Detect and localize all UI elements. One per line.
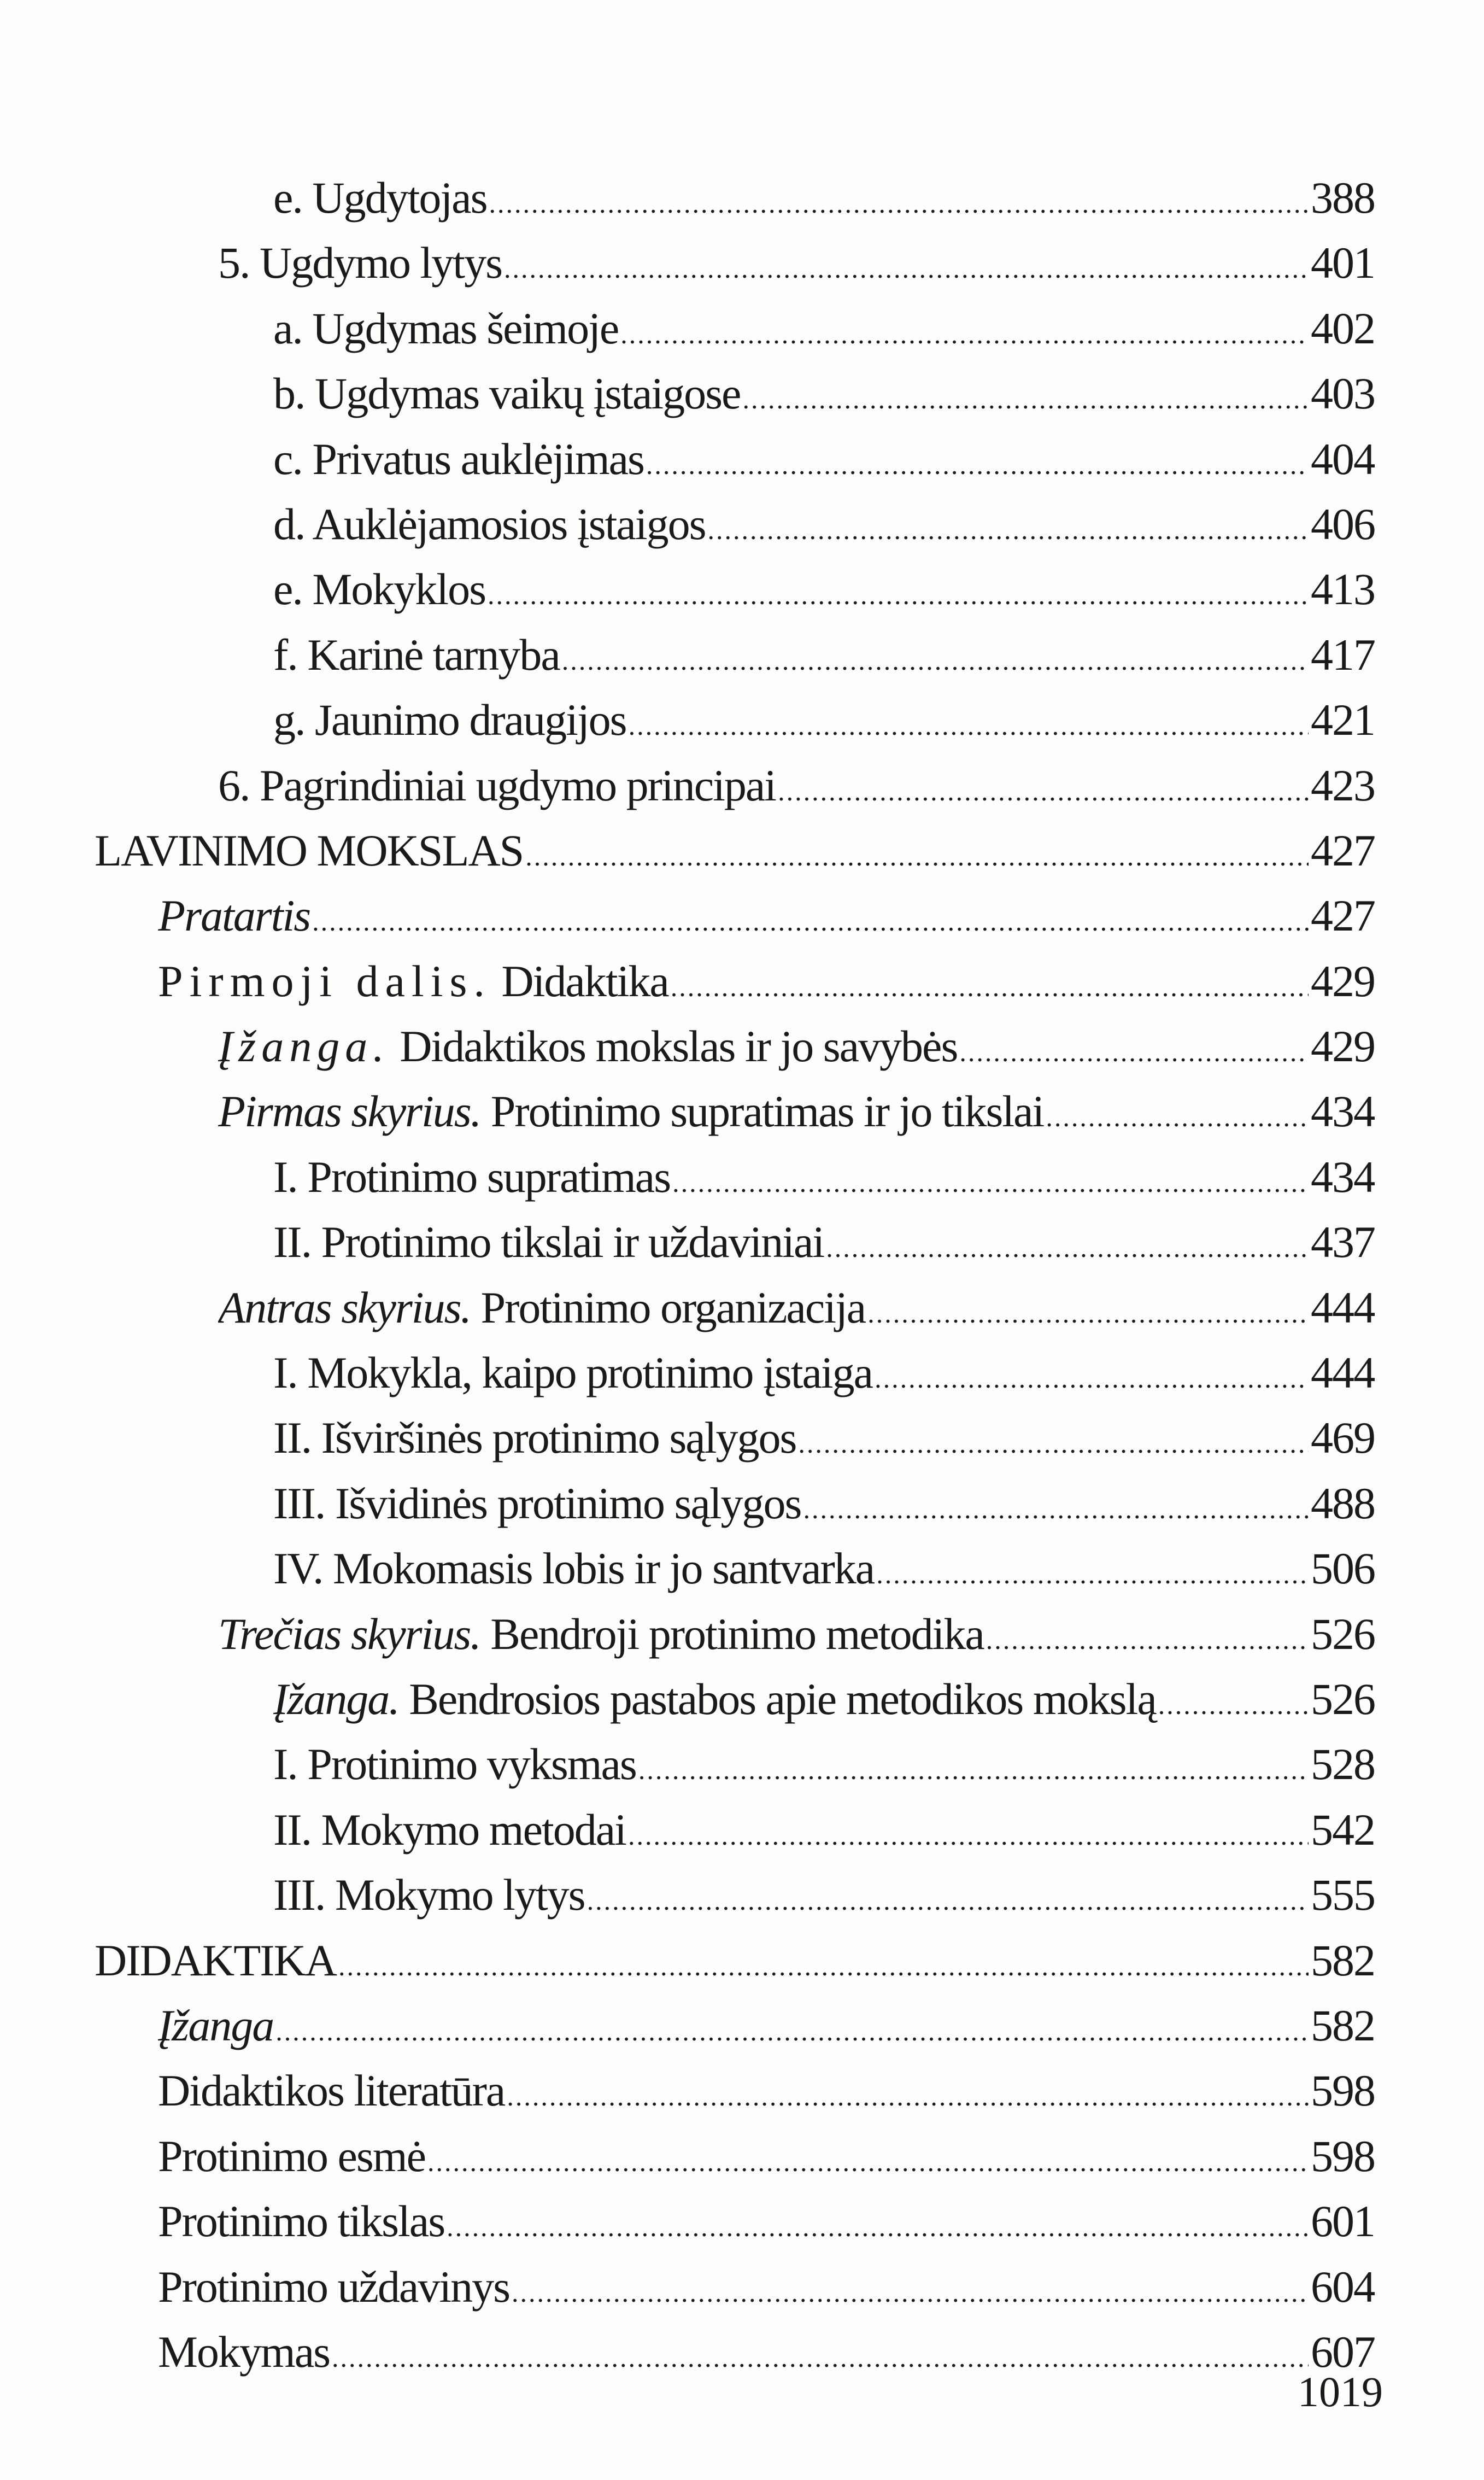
dot-leader xyxy=(338,1934,1309,1993)
dot-leader xyxy=(525,824,1309,883)
toc-entry-prefix: Įžanga. xyxy=(218,1021,390,1072)
toc-entry-title: c. Privatus auklėjimas xyxy=(273,434,644,484)
toc-entry-title: e. Mokyklos xyxy=(273,564,485,615)
toc-entry xyxy=(273,1732,1375,1797)
dot-leader xyxy=(742,367,1309,426)
toc-entry xyxy=(273,622,1375,687)
toc-entry xyxy=(273,1144,1375,1209)
toc-entry-prefix: Pirmas skyrius. xyxy=(218,1086,481,1137)
toc-entry xyxy=(273,687,1375,752)
toc-entry-title: II. Mokymo metodai xyxy=(273,1804,626,1855)
dot-leader xyxy=(867,1281,1309,1340)
toc-entry xyxy=(158,2319,1375,2384)
toc-entry-title: Protinimo uždavinys xyxy=(158,2261,510,2312)
toc-entry xyxy=(218,1601,1375,1666)
toc-entry-page: 607 xyxy=(1311,2326,1375,2377)
dot-leader xyxy=(1046,1085,1309,1144)
toc-entry-title: I. Protinimo supratimas xyxy=(273,1151,671,1202)
toc-entry-page: 401 xyxy=(1311,238,1375,288)
toc-entry-page: 429 xyxy=(1311,956,1375,1006)
toc-entry-title: e. Ugdytojas xyxy=(273,173,487,223)
toc-entry xyxy=(273,1340,1375,1405)
toc-entry-title: I. Mokykla, kaipo protinimo įstaiga xyxy=(273,1348,873,1398)
toc-entry-page: 403 xyxy=(1311,369,1375,419)
toc-entry-title: II. Protinimo tikslai ir uždaviniai xyxy=(273,1217,824,1267)
dot-leader xyxy=(826,1215,1309,1274)
toc-entry xyxy=(158,2124,1375,2189)
toc-entry-page: 406 xyxy=(1311,499,1375,549)
toc-entry-page: 402 xyxy=(1311,303,1375,353)
dot-leader xyxy=(427,2130,1309,2189)
toc-entry-page: 423 xyxy=(1311,760,1375,810)
toc-entry-page: 427 xyxy=(1311,891,1375,941)
toc-entry xyxy=(218,1014,1375,1079)
toc-entry xyxy=(158,2254,1375,2319)
toc-entry xyxy=(158,883,1375,948)
toc-entry xyxy=(273,1666,1375,1732)
toc-entry-page: 542 xyxy=(1311,1804,1375,1855)
toc-entry-page: 434 xyxy=(1311,1151,1375,1202)
toc-entry-page: 469 xyxy=(1311,1413,1375,1463)
dot-leader xyxy=(959,1020,1309,1079)
toc-entry-title: Didaktikos mokslas ir jo savybės xyxy=(400,1021,958,1072)
toc-entry-title: Protinimo tikslas xyxy=(158,2196,445,2247)
toc-entry xyxy=(273,1862,1375,1927)
toc-entry-title: III. Mokymo lytys xyxy=(273,1870,585,1920)
toc-entry-prefix: Antras skyrius. xyxy=(218,1282,471,1332)
toc-entry-title: g. Jaunimo draugijos xyxy=(273,695,626,745)
dot-leader xyxy=(275,1999,1309,2058)
dot-leader xyxy=(986,1607,1309,1666)
dot-leader xyxy=(672,1150,1309,1209)
toc-entry xyxy=(273,1471,1375,1536)
toc-entry xyxy=(95,1928,1375,1993)
toc-entry-page: 404 xyxy=(1311,434,1375,484)
toc-entry-title: 6. Pagrindiniai ugdymo principai xyxy=(218,760,776,810)
toc-entry-page: 526 xyxy=(1311,1609,1375,1659)
toc-entry xyxy=(158,2058,1375,2123)
toc-entry-title: Didaktikos literatūra xyxy=(158,2066,505,2116)
toc-entry-title: 5. Ugdymo lytys xyxy=(218,238,502,288)
dot-leader xyxy=(312,889,1309,948)
toc-entry-page: 413 xyxy=(1311,564,1375,615)
toc-entry xyxy=(273,1405,1375,1470)
toc-entry-page: 417 xyxy=(1311,629,1375,680)
toc-entry-title: f. Karinė tarnyba xyxy=(273,629,560,680)
toc-entry-title: b. Ugdymas vaikų įstaigose xyxy=(273,369,741,419)
toc-entry-page: 444 xyxy=(1311,1282,1375,1332)
dot-leader xyxy=(504,236,1309,295)
toc-entry-page: 598 xyxy=(1311,2066,1375,2116)
toc-entry-page: 434 xyxy=(1311,1086,1375,1137)
toc-entry-page: 388 xyxy=(1311,173,1375,223)
dot-leader xyxy=(778,759,1309,818)
dot-leader xyxy=(562,628,1309,687)
toc-entry xyxy=(218,230,1375,295)
dot-leader xyxy=(332,2325,1309,2384)
table-of-contents xyxy=(0,165,1484,2384)
toc-entry-title: LAVINIMO MOKSLAS xyxy=(95,825,524,875)
toc-entry xyxy=(273,426,1375,492)
toc-entry xyxy=(273,296,1375,361)
toc-entry-title: II. Išviršinės protinimo sąlygos xyxy=(273,1413,796,1463)
toc-entry-title: III. Išvidinės protinimo sąlygos xyxy=(273,1478,801,1528)
toc-entry xyxy=(158,1993,1375,2058)
dot-leader xyxy=(488,563,1309,622)
dot-leader xyxy=(671,955,1309,1014)
toc-entry-prefix: Įžanga xyxy=(158,2000,274,2050)
toc-entry-page: 555 xyxy=(1311,1870,1375,1920)
toc-entry xyxy=(218,753,1375,818)
toc-entry-page: 601 xyxy=(1311,2196,1375,2247)
toc-entry-title: Mokymas xyxy=(158,2326,330,2377)
toc-entry-title: IV. Mokomasis lobis ir jo santvarka xyxy=(273,1543,875,1594)
dot-leader xyxy=(489,171,1309,230)
toc-entry xyxy=(273,1209,1375,1274)
toc-entry-title: d. Auklėjamosios įstaigos xyxy=(273,499,706,549)
toc-entry-page: 488 xyxy=(1311,1478,1375,1528)
toc-entry-page: 437 xyxy=(1311,1217,1375,1267)
page-number: 1019 xyxy=(1298,2368,1383,2415)
toc-entry-title: Protinimo esmė xyxy=(158,2131,426,2181)
toc-entry-prefix: Pratartis xyxy=(158,891,310,941)
toc-entry-title: I. Protinimo vyksmas xyxy=(273,1739,636,1789)
dot-leader xyxy=(587,1868,1309,1927)
toc-entry-title: Protinimo organizacija xyxy=(480,1282,866,1332)
toc-entry xyxy=(218,1275,1375,1340)
toc-entry-title: Didaktika xyxy=(501,956,668,1006)
toc-entry xyxy=(158,949,1375,1014)
toc-entry-page: 528 xyxy=(1311,1739,1375,1789)
toc-entry xyxy=(273,557,1375,622)
toc-entry-prefix: Įžanga. xyxy=(273,1674,399,1724)
toc-entry xyxy=(218,1079,1375,1144)
dot-leader xyxy=(876,1542,1309,1601)
toc-entry-title: Protinimo supratimas ir jo tikslai xyxy=(490,1086,1044,1137)
toc-entry-page: 421 xyxy=(1311,695,1375,745)
toc-entry-page: 604 xyxy=(1311,2261,1375,2312)
toc-entry-title: DIDAKTIKA xyxy=(95,1935,337,1985)
toc-entry xyxy=(273,492,1375,557)
toc-entry-prefix: Trečias skyrius. xyxy=(218,1609,480,1659)
toc-entry xyxy=(273,1797,1375,1862)
toc-entry-page: 427 xyxy=(1311,825,1375,875)
dot-leader xyxy=(447,2195,1309,2254)
dot-leader xyxy=(708,498,1309,557)
toc-entry-page: 526 xyxy=(1311,1674,1375,1724)
dot-leader xyxy=(512,2260,1309,2319)
dot-leader xyxy=(638,1738,1309,1797)
toc-entry-page: 582 xyxy=(1311,2000,1375,2050)
toc-entry-prefix: Pirmoji dalis. xyxy=(158,956,491,1006)
toc-entry-page: 506 xyxy=(1311,1543,1375,1594)
dot-leader xyxy=(1158,1672,1309,1732)
dot-leader xyxy=(507,2064,1309,2123)
toc-entry-page: 598 xyxy=(1311,2131,1375,2181)
toc-entry-page: 429 xyxy=(1311,1021,1375,1072)
toc-entry xyxy=(273,165,1375,230)
dot-leader xyxy=(629,693,1309,752)
toc-entry-page: 444 xyxy=(1311,1348,1375,1398)
toc-entry xyxy=(273,1536,1375,1601)
dot-leader xyxy=(798,1411,1309,1470)
toc-entry-title: Bendroji protinimo metodika xyxy=(490,1609,984,1659)
toc-entry xyxy=(158,2189,1375,2254)
toc-entry xyxy=(95,818,1375,883)
dot-leader xyxy=(803,1477,1309,1536)
toc-entry-page: 582 xyxy=(1311,1935,1375,1985)
toc-entry-title: a. Ugdymas šeimoje xyxy=(273,303,619,353)
dot-leader xyxy=(628,1803,1309,1862)
toc-entry xyxy=(273,361,1375,426)
toc-entry-title: Bendrosios pastabos apie metodikos mokslą xyxy=(409,1674,1156,1724)
dot-leader xyxy=(646,432,1309,492)
dot-leader xyxy=(875,1346,1309,1405)
dot-leader xyxy=(620,302,1309,361)
